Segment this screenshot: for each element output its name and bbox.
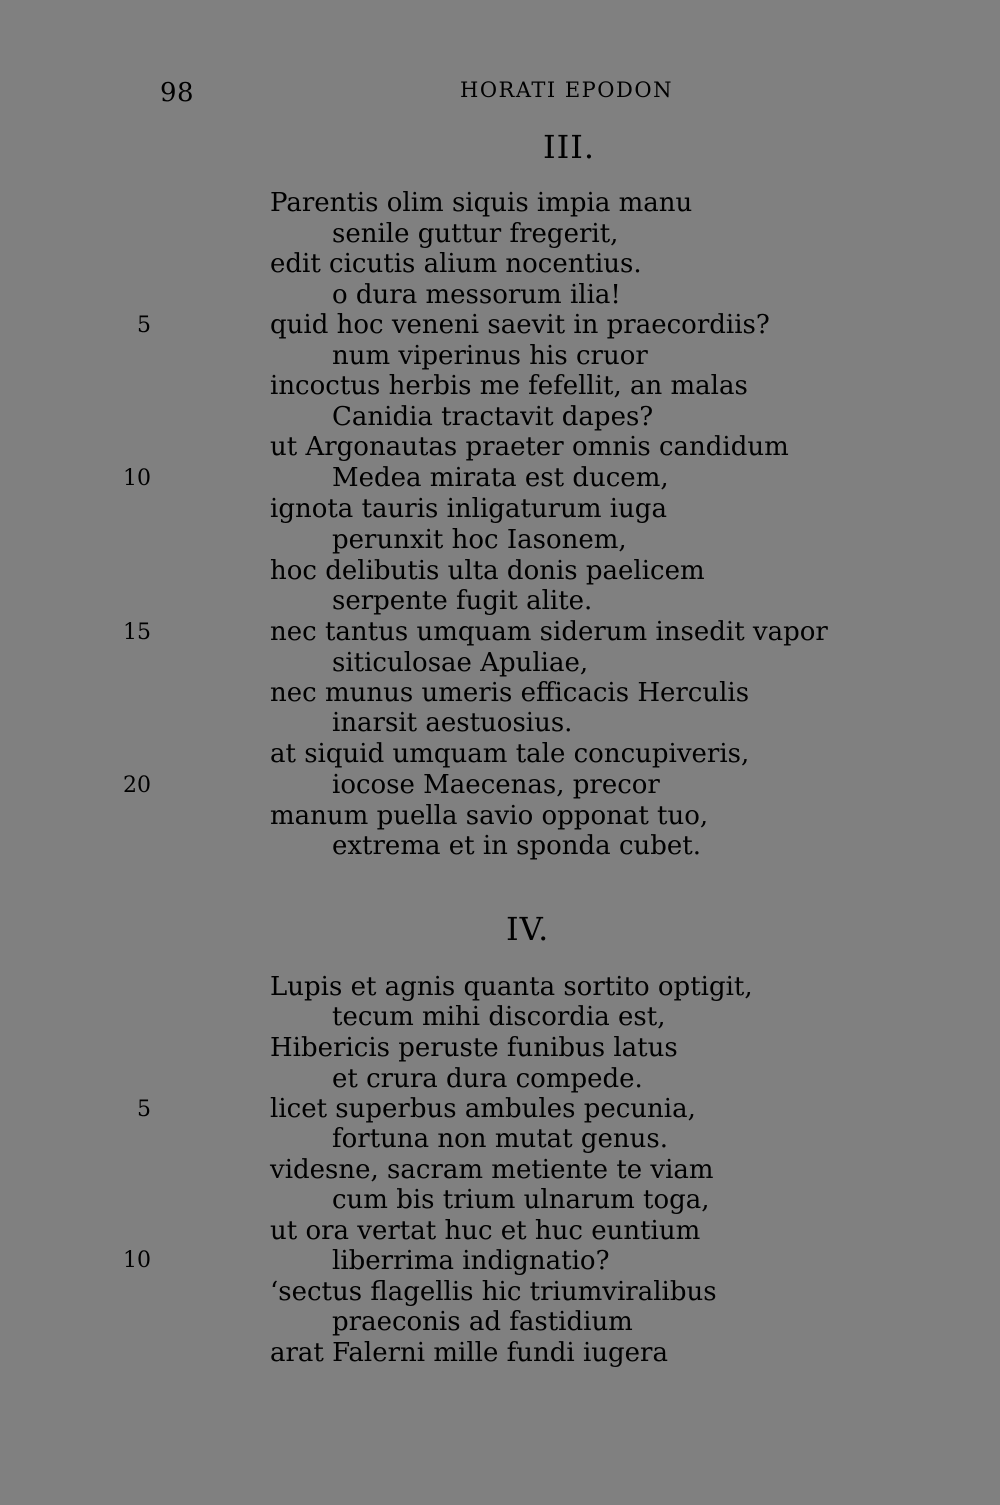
- verse-line: num viperinus his cruor: [332, 341, 648, 371]
- verse-line: ut Argonautas praeter omnis candidum: [270, 432, 789, 462]
- verse-line: Medea mirata est ducem,: [332, 463, 669, 493]
- line-number: 15: [123, 620, 151, 645]
- verse-line: hoc delibutis ulta donis paelicem: [270, 556, 705, 586]
- verse-line: tecum mihi discordia est,: [332, 1002, 666, 1032]
- verse-line: at siquid umquam tale concupiveris,: [270, 739, 750, 769]
- line-number: 5: [137, 1097, 151, 1122]
- poem-title-iv: IV.: [506, 910, 550, 948]
- verse-line: inarsit aestuosius.: [332, 708, 573, 738]
- verse-line: edit cicutis alium nocentius.: [270, 249, 642, 279]
- verse-line: serpente fugit alite.: [332, 586, 593, 616]
- verse-line: ignota tauris inligaturum iuga: [270, 494, 667, 524]
- verse-line: liberrima indignatio?: [332, 1246, 610, 1276]
- verse-line: extrema et in sponda cubet.: [332, 831, 702, 861]
- verse-line: Parentis olim siquis impia manu: [270, 188, 693, 218]
- verse-line: praeconis ad fastidium: [332, 1307, 633, 1337]
- verse-line: Canidia tractavit dapes?: [332, 402, 654, 432]
- verse-line: nec tantus umquam siderum insedit vapor: [270, 617, 828, 647]
- line-number: 10: [123, 1248, 151, 1273]
- verse-line: Lupis et agnis quanta sortito optigit,: [270, 972, 753, 1002]
- verse-line: licet superbus ambules pecunia,: [270, 1094, 696, 1124]
- verse-line: senile guttur fregerit,: [332, 219, 619, 249]
- line-number: 5: [137, 313, 151, 338]
- verse-line: fortuna non mutat genus.: [332, 1124, 669, 1154]
- verse-line: ut ora vertat huc et huc euntium: [270, 1216, 701, 1246]
- poem-title-iii: III.: [543, 128, 596, 166]
- verse-line: incoctus herbis me fefellit, an malas: [270, 371, 748, 401]
- verse-line: Hibericis peruste funibus latus: [270, 1033, 678, 1063]
- verse-line: nec munus umeris efficacis Herculis: [270, 678, 750, 708]
- verse-line: videsne, sacram metiente te viam: [270, 1155, 714, 1185]
- verse-line: o dura messorum ilia!: [332, 280, 621, 310]
- verse-line: ‘sectus flagellis hic triumviralibus: [270, 1277, 717, 1307]
- verse-line: manum puella savio opponat tuo,: [270, 801, 709, 831]
- running-head: HORATI EPODON: [460, 78, 673, 102]
- page-number: 98: [160, 78, 195, 108]
- line-number: 10: [123, 466, 151, 491]
- verse-line: perunxit hoc Iasonem,: [332, 525, 627, 555]
- line-number: 20: [123, 773, 151, 798]
- verse-line: cum bis trium ulnarum toga,: [332, 1185, 710, 1215]
- verse-line: quid hoc veneni saevit in praecordiis?: [270, 310, 770, 340]
- verse-line: iocose Maecenas, precor: [332, 770, 660, 800]
- verse-line: et crura dura compede.: [332, 1064, 643, 1094]
- verse-line: arat Falerni mille fundi iugera: [270, 1338, 668, 1368]
- verse-line: siticulosae Apuliae,: [332, 648, 589, 678]
